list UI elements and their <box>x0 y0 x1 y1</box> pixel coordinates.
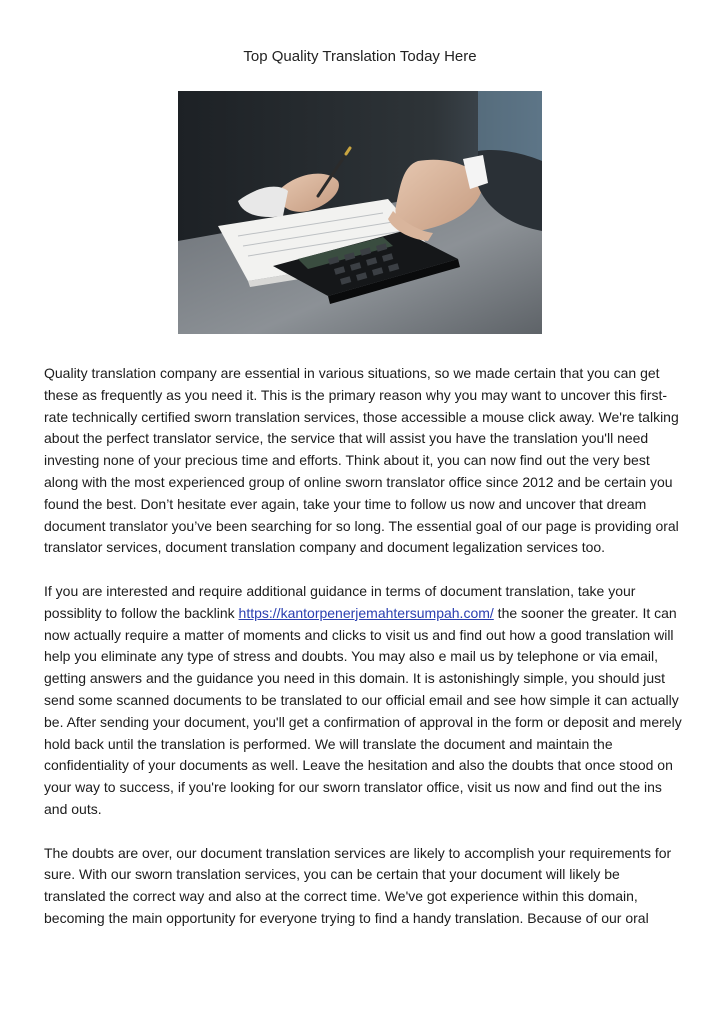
page-title: Top Quality Translation Today Here <box>243 48 477 65</box>
paragraph-1: Quality translation company are essential in various situations, so we made certain that you can get these as frequently as you need it. This is the primary reason why you may want to uncover this first-rate technically certified sworn translation services, those accessible a mouse click away. We're talking about the perfect translator service, the service that will assist you have the translation you'll need investing none of your precious time and efforts. Think about it, you can now find out the very best along with the most experienced group of online sworn translator office since 2012 and be certain you found the best. Don’t hesitate ever again, take your time to follow us now and uncover that dream document translator you’ve been searching for so long. The essential goal of our page is providing oral translator services, document translation company and document legalization services too. <box>44 365 679 556</box>
paragraph-2-intro: If you are interested and require additional guidance in terms of document translation, take your possiblity to follow the backlink <box>44 582 636 621</box>
paragraph-2-rest: the sooner the greater. It can now actually require a matter of moments and clicks to visit us and find out how a good translation will help you eliminate any type of stress and doubts. You may also e mail us by telephone or via email, getting answers and the guidance you need in this domain. It is astonishingly simple, you should just send some scanned documents to be translated to our official email and see how simple it can actually be. After sending your document, you'll get a confirmation of approval in the form or deposit and merely hold back until the translation is performed. We will translate the document and maintain the confidentiality of your documents as well. Leave the hesitation and also the doubts that once stood on your way to success, if you're looking for our sworn translator office, visit us now and find out the ins and outs. <box>44 604 682 817</box>
calculator-hands-photo <box>178 91 542 334</box>
article-body <box>44 363 684 952</box>
paragraph-2 <box>44 581 684 821</box>
hero-image <box>178 91 542 334</box>
paragraph-3: The doubts are over, our document translation services are likely to accomplish your requirements for sure. With our sworn translation services, you can be certain that your document will likely be translated the correct way and also at the correct time. We've got experience within this domain, becoming the main opportunity for everyone trying to find a handy translation. Because of our oral <box>44 844 672 926</box>
backlink[interactable]: https://kantorpenerjemahtersumpah.com/ <box>238 604 494 621</box>
